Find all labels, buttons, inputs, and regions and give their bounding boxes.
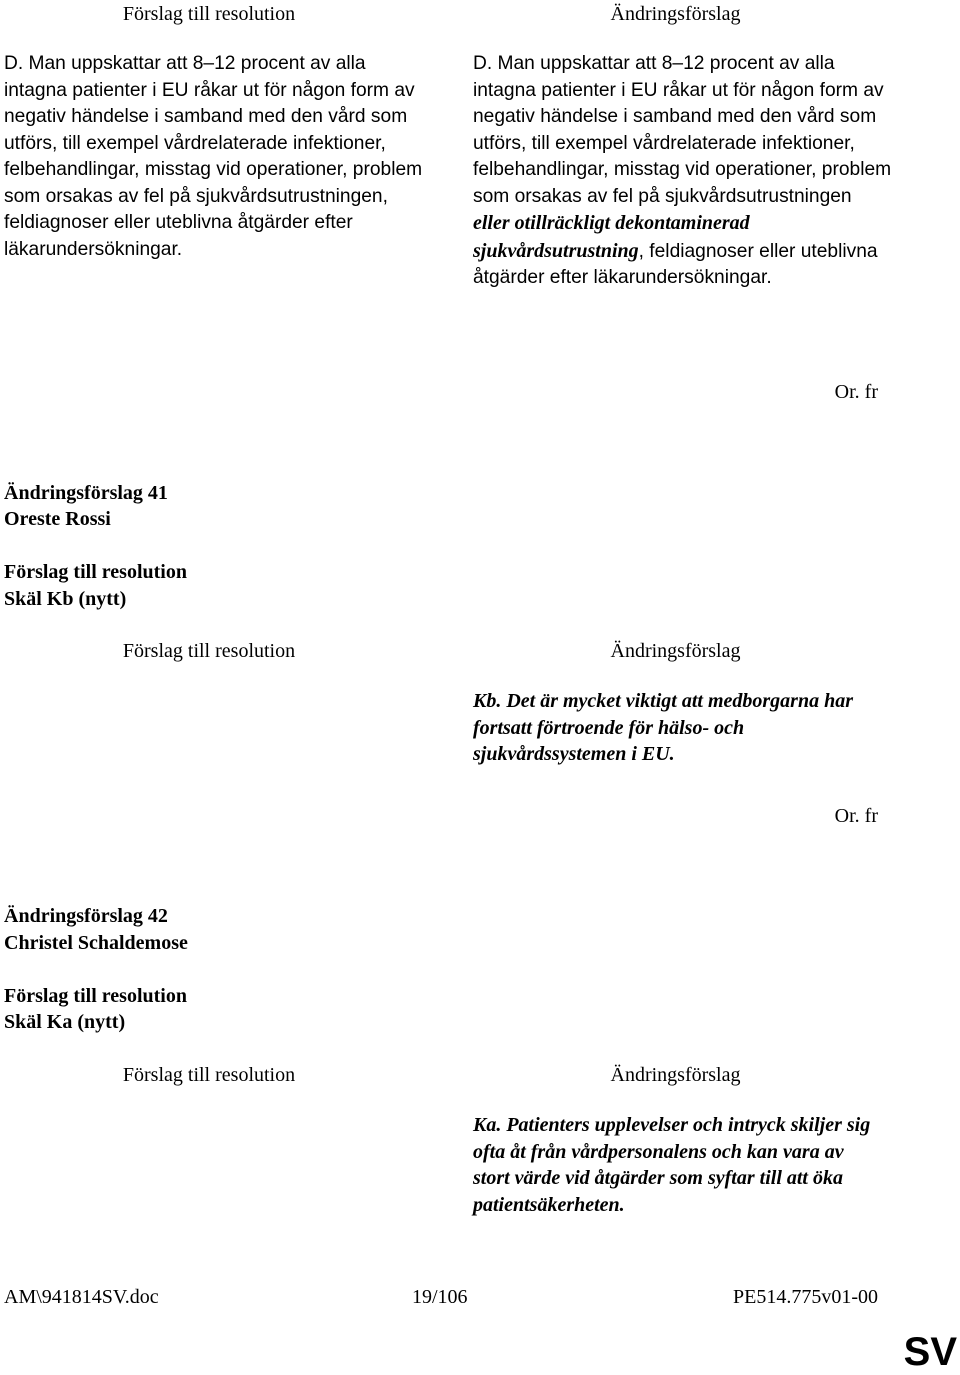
- amendment-author: Oreste Rossi: [4, 508, 111, 530]
- right-column-heading: Ändringsförslag: [610, 3, 741, 25]
- amendment-document: Förslag till resolution: [4, 561, 187, 583]
- amendment-section: Skäl Ka (nytt): [4, 1011, 126, 1033]
- original-language: Or. fr: [834, 805, 878, 827]
- amendment-text: Ka. Patienters upplevelser och intryck skiljer sig ofta åt från vårdpersonalens och kan vara av stort värde vid åtgärder som syftar till att öka patientsäkerheten.: [473, 1114, 871, 1216]
- amendment-document: Förslag till resolution: [4, 985, 187, 1007]
- amended-text-part: , feldiagnoser eller uteblivna åtgärder efter läkarundersökningar.: [473, 240, 878, 288]
- amended-text: [473, 51, 893, 292]
- footer-page-number: 19/106: [412, 1286, 468, 1308]
- left-column-heading: Förslag till resolution: [122, 640, 296, 662]
- amendment-title: Ändringsförslag 42: [4, 905, 168, 927]
- footer-pe-ref: PE514.775v01-00: [733, 1286, 878, 1308]
- original-language: Or. fr: [834, 381, 878, 403]
- original-text: D. Man uppskattar att 8–12 procent av alla intagna patienter i EU råkar ut för någon form av negativ händelse i samband med den vård som utförs, till exempel vårdrelaterade infektioner, felbehandlingar, misstag vid operationer, problem som orsakas av fel på sjukvårdsutrustningen, feldiagnoser eller uteblivna åtgärder efter läkarundersökningar.: [4, 53, 423, 260]
- left-column-heading: Förslag till resolution: [122, 3, 296, 25]
- amendment-title: Ändringsförslag 41: [4, 482, 168, 504]
- amendment-text: Kb. Det är mycket viktigt att medborgarna har fortsatt förtroende för hälso- och sjukvårdssystemen i EU.: [473, 690, 853, 765]
- right-column-heading: Ändringsförslag: [610, 1064, 741, 1086]
- amended-text-part: D. Man uppskattar att 8–12 procent av alla intagna patienter i EU råkar ut för någon form av negativ händelse i samband med den vård som utförs, till exempel vårdrelaterade infektioner, felbehandlingar, misstag vid operationer, problem som orsakas av fel på sjukvårdsutrustningen: [473, 53, 892, 207]
- amended-text-insertion: eller otillräckligt dekontaminerad sjukvårdsutrustning: [473, 212, 750, 262]
- amendment-author: Christel Schaldemose: [4, 932, 188, 954]
- footer-doc-ref: AM\941814SV.doc: [4, 1286, 159, 1308]
- language-badge: SV: [903, 1330, 957, 1374]
- right-column-heading: Ändringsförslag: [610, 640, 741, 662]
- amendment-section: Skäl Kb (nytt): [4, 588, 127, 610]
- left-column-heading: Förslag till resolution: [122, 1064, 296, 1086]
